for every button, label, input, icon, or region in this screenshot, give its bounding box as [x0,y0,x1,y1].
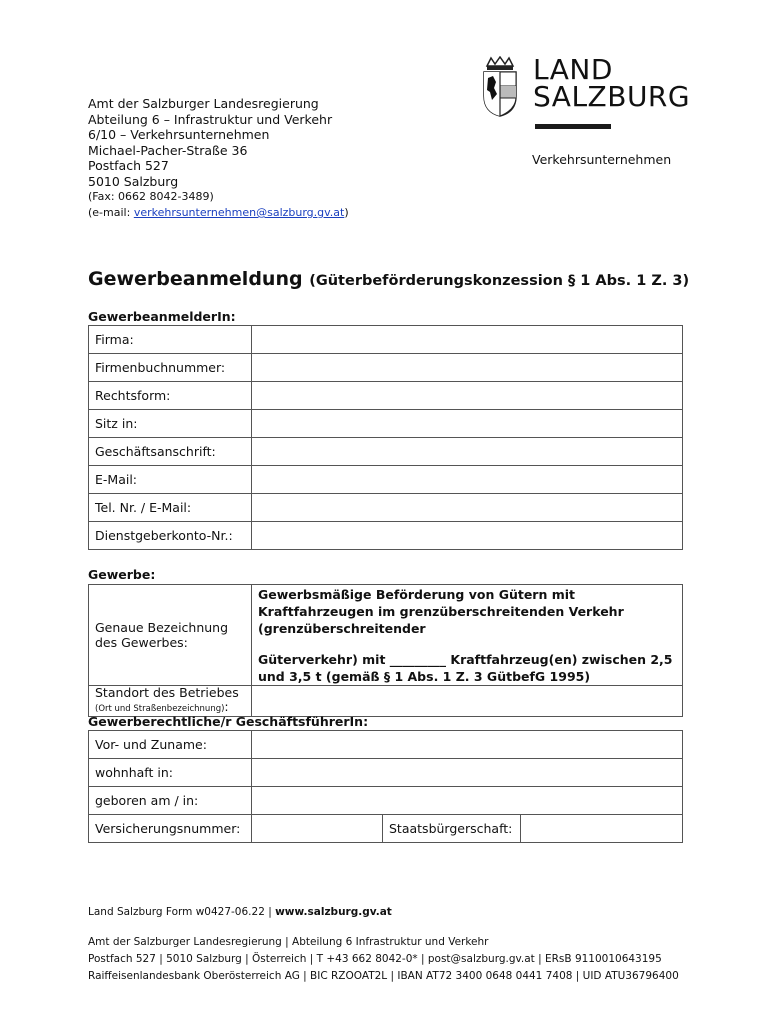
address-line: Amt der Salzburger Landesregierung [88,96,319,111]
row-label: wohnhaft in: [89,759,252,787]
row-label: Staatsbürgerschaft: [383,815,521,843]
page-title: Gewerbeanmeldung (Güterbeförderungskonzession § 1 Abs. 1 Z. 3) [88,268,690,290]
svnr-field[interactable] [252,815,383,843]
row-label: Sitz in: [89,410,252,438]
brand-bar [535,124,611,129]
staatsbuergerschaft-field[interactable] [521,815,683,843]
website-link[interactable]: www.salzburg.gv.at [275,906,392,918]
geschaeftsanschrift-field[interactable] [252,438,683,466]
firma-field[interactable] [252,326,683,354]
manager-table [88,730,683,843]
address-line: 6/10 – Verkehrsunternehmen [88,127,270,142]
geburt-field[interactable] [252,787,683,815]
row-label: Versicherungsnummer: [89,815,252,843]
footer-line: Postfach 527 | 5010 Salzburg | Österreich | T +43 662 8042-0* | post@salzburg.gv.at | ERsB 9110010643195 [88,953,662,965]
row-label: Dienstgeberkonto-Nr.: [89,522,252,550]
row-label: Rechtsform: [89,382,252,410]
row-label: E-Mail: [89,466,252,494]
address-line: Postfach 527 [88,158,169,173]
section-heading-applicant: GewerbeanmelderIn: [88,309,236,324]
firmenbuchnummer-field[interactable] [252,354,683,382]
coat-of-arms-icon [481,56,519,118]
rechtsform-field[interactable] [252,382,683,410]
row-label: geboren am / in: [89,787,252,815]
address-line: 5010 Salzburg [88,173,179,189]
trade-description[interactable]: Gewerbsmäßige Beförderung von Gütern mit Kraftfahrzeugen im grenzüberschreitenden Verkehr (grenzüberschreitender Güterverkehr) mit _________ Kraftfahrzeug(en) zwischen 2,5 und 3,5 t (gemäß § 1 Abs. 1 Z. 3 GütbefG 1995) [252,585,683,686]
telefon-field[interactable] [252,494,683,522]
footer-line: Raiffeisenlandesbank Oberösterreich AG | BIC RZOOAT2L | IBAN AT72 3400 0648 0441 7408 | UID ATU36796400 [88,970,679,982]
row-label: Genaue Bezeichnung des Gewerbes: [89,585,252,686]
applicant-table [88,325,683,550]
row-label: Tel. Nr. / E-Mail: [89,494,252,522]
sender-address [88,96,349,221]
email-link[interactable]: verkehrsunternehmen@salzburg.gv.at [133,206,345,219]
section-heading-trade: Gewerbe: [88,567,156,582]
address-line: Abteilung 6 – Infrastruktur und Verkehr [88,111,333,127]
fax-number: (Fax: 0662 8042-3489) [88,190,214,203]
standort-field[interactable] [252,686,683,717]
sitz-field[interactable] [252,410,683,438]
email-line: (e-mail: verkehrsunternehmen@salzburg.gv.at) [88,206,349,219]
footer-line: Amt der Salzburger Landesregierung | Abteilung 6 Infrastruktur und Verkehr [88,936,489,948]
section-heading-manager: Gewerberechtliche/r GeschäftsführerIn: [88,714,369,729]
wohnort-field[interactable] [252,759,683,787]
row-label: Firma: [89,326,252,354]
footer-form-line: Land Salzburg Form w0427-06.22 | www.salzburg.gv.at [88,906,392,918]
address-line: Michael-Pacher-Straße 36 [88,142,248,158]
department-name: Verkehrsunternehmen [532,152,672,167]
dienstgeberkonto-field[interactable] [252,522,683,550]
trade-table [88,584,683,717]
row-label: Geschäftsanschrift: [89,438,252,466]
row-label: Standort des Betriebes (Ort und Straßenbezeichnung): [89,686,252,717]
row-label: Firmenbuchnummer: [89,354,252,382]
row-label: Vor- und Zuname: [89,731,252,759]
email-field[interactable] [252,466,683,494]
brand-logo-text: LAND SALZBURG [533,53,691,113]
name-field[interactable] [252,731,683,759]
